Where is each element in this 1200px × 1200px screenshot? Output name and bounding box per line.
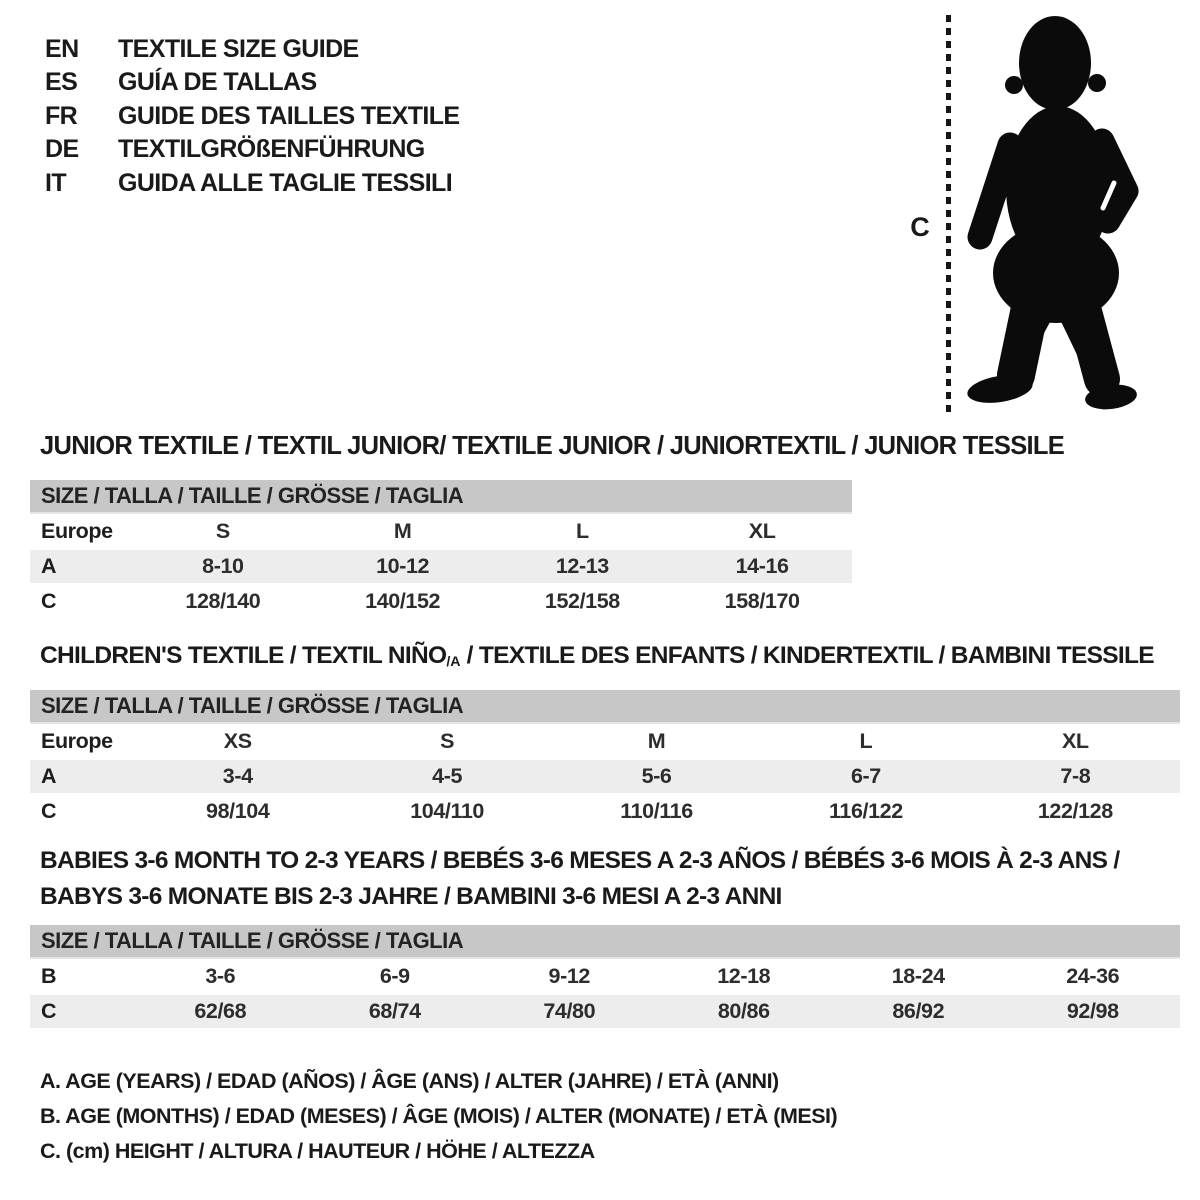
size-table-header: SIZE / TALLA / TAILLE / GRÖSSE / TAGLIA — [30, 925, 1180, 957]
cell: 104/110 — [410, 799, 484, 823]
table-row — [30, 550, 852, 583]
babies-section-title-line1: BABIES 3-6 MONTH TO 2-3 YEARS / BEBÉS 3-6 MESES A 2-3 AÑOS / BÉBÉS 3-6 MOIS À 2-3 ANS / — [40, 847, 1120, 874]
junior-size-table — [30, 480, 852, 618]
language-code: EN — [45, 35, 79, 63]
cell: XL — [748, 519, 776, 543]
cell: XL — [1061, 729, 1089, 753]
children-title-pre: CHILDREN'S TEXTILE / TEXTIL NIÑO — [40, 642, 447, 669]
cell: 74/80 — [543, 999, 596, 1023]
table-row — [30, 760, 1180, 793]
cell: 14-16 — [735, 554, 789, 578]
size-table-header: SIZE / TALLA / TAILLE / GRÖSSE / TAGLIA — [30, 690, 1180, 722]
cell: 86/92 — [892, 999, 945, 1023]
language-label: GUIDE DES TAILLES TEXTILE — [118, 101, 460, 130]
language-label: GUÍA DE TALLAS — [118, 68, 317, 97]
height-figure — [0, 0, 1200, 430]
cell: 158/170 — [724, 589, 800, 613]
table-row — [30, 995, 1180, 1028]
language-code: IT — [45, 168, 67, 197]
row-label: C — [41, 999, 57, 1023]
cell: L — [576, 519, 589, 543]
language-code: FR — [45, 101, 78, 130]
cell: 68/74 — [368, 999, 421, 1023]
row-label: A — [41, 554, 57, 578]
cell: 4-5 — [432, 764, 463, 788]
language-code: DE — [45, 135, 79, 164]
cell: M — [647, 729, 666, 753]
children-title-sub: /A — [446, 654, 461, 671]
cell: XS — [223, 729, 252, 753]
cell: 5-6 — [641, 764, 672, 788]
language-code: ES — [45, 68, 78, 97]
cell: L — [859, 729, 873, 753]
cell: 110/116 — [620, 799, 693, 823]
cell: 116/122 — [829, 799, 903, 823]
children-size-table — [30, 690, 1180, 828]
cell: 8-10 — [202, 554, 244, 578]
cell: 24-36 — [1066, 964, 1120, 988]
table-row — [30, 725, 1180, 758]
table-row — [30, 795, 1180, 828]
junior-section-title: JUNIOR TEXTILE / TEXTIL JUNIOR/ TEXTILE JUNIOR / JUNIORTEXTIL / JUNIOR TESSILE — [40, 432, 1065, 460]
language-label: TEXTILE SIZE GUIDE — [118, 35, 359, 63]
cell: S — [440, 729, 455, 753]
legend-row: B. AGE (MONTHS) / EDAD (MESES) / ÂGE (MOIS) / ALTER (MONATE) / ETÀ (MESI) — [40, 1104, 838, 1128]
height-measure-dotted-line — [946, 15, 951, 415]
cell: 92/98 — [1066, 999, 1119, 1023]
table-row — [30, 515, 852, 548]
cell: 7-8 — [1060, 764, 1091, 788]
cell: 9-12 — [548, 964, 590, 988]
cell: 18-24 — [891, 964, 945, 988]
cell: 6-9 — [379, 964, 410, 988]
babies-size-table — [30, 925, 1180, 1028]
cell: 152/158 — [544, 589, 620, 613]
cell: 3-6 — [205, 964, 236, 988]
row-label: A — [41, 764, 57, 788]
cell: 62/68 — [194, 999, 247, 1023]
language-label: GUIDA ALLE TAGLIE TESSILI — [118, 168, 453, 197]
babies-section-title-line2: BABYS 3-6 MONATE BIS 2-3 JAHRE / BAMBINI 3-6 MESI A 2-3 ANNI — [40, 883, 782, 910]
cell: 12-13 — [555, 554, 609, 578]
legend-row: A. AGE (YEARS) / EDAD (AÑOS) / ÂGE (ANS) / ALTER (JAHRE) / ETÀ (ANNI) — [40, 1069, 779, 1093]
cell: M — [393, 519, 412, 543]
cell: 3-4 — [222, 764, 253, 788]
cell: S — [215, 519, 230, 543]
cell: 122/128 — [1037, 799, 1113, 823]
language-label: TEXTILGRÖßENFÜHRUNG — [118, 135, 425, 164]
children-section-title — [40, 642, 1154, 673]
row-label: B — [41, 964, 57, 988]
cell: 12-18 — [717, 964, 771, 988]
cell: 80/86 — [717, 999, 770, 1023]
cell: 140/152 — [365, 589, 441, 613]
row-label: C — [41, 799, 57, 823]
cell: 10-12 — [376, 554, 430, 578]
cell: 98/104 — [206, 799, 270, 823]
toddler-silhouette-icon — [956, 12, 1146, 414]
row-label: C — [41, 589, 57, 613]
cell: 6-7 — [850, 764, 881, 788]
row-label: Europe — [41, 519, 113, 543]
legend — [40, 1064, 837, 1169]
legend-row: C. (cm) HEIGHT / ALTURA / HAUTEUR / HÖHE / ALTEZZA — [40, 1139, 595, 1163]
table-row — [30, 585, 852, 618]
size-table-header: SIZE / TALLA / TAILLE / GRÖSSE / TAGLIA — [30, 480, 852, 512]
row-label: Europe — [41, 729, 113, 753]
measure-label-c: C — [910, 212, 930, 242]
cell: 128/140 — [185, 589, 261, 613]
table-row — [30, 960, 1180, 993]
children-title-post: / TEXTILE DES ENFANTS / KINDERTEXTIL / BAMBINI TESSILE — [460, 642, 1154, 669]
